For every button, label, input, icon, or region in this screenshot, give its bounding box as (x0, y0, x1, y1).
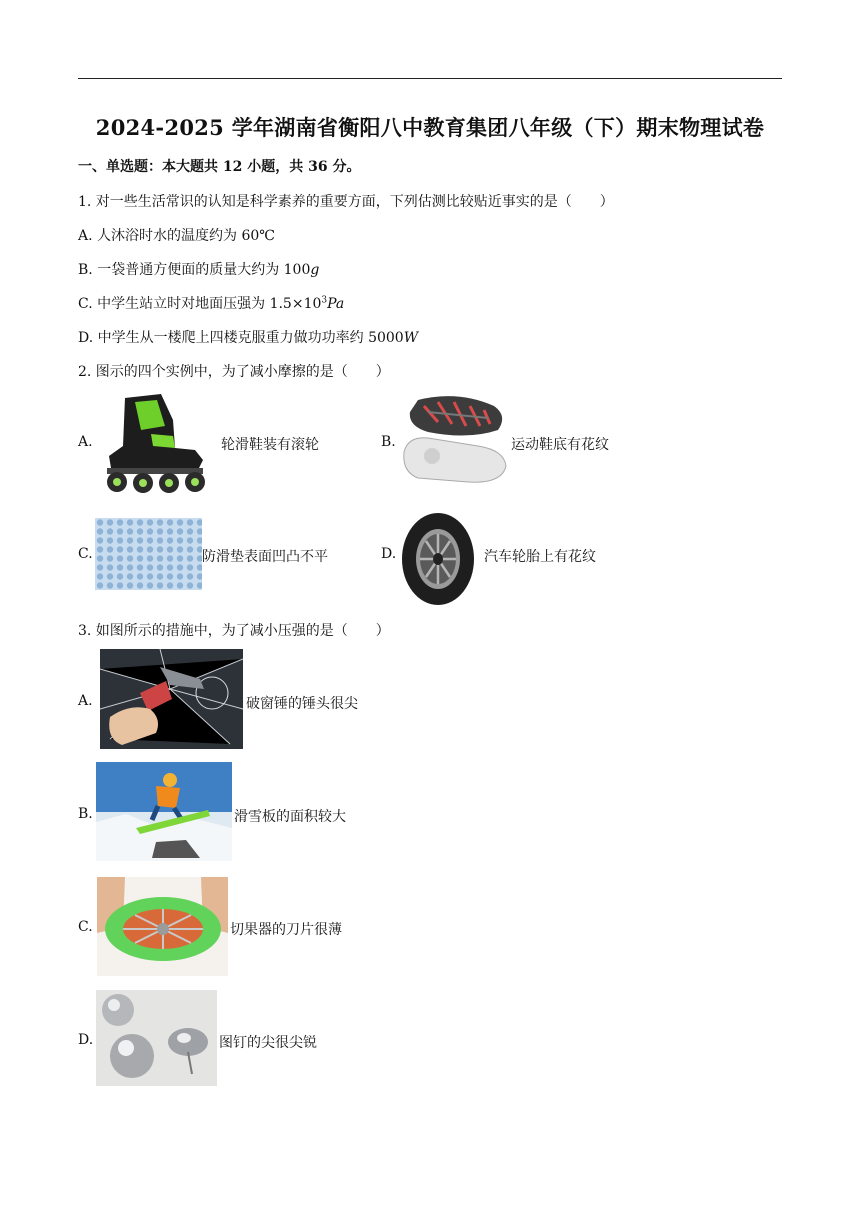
q2-option-a-letter: A. (78, 434, 93, 450)
q3-option-d-letter: D. (78, 1032, 94, 1048)
page-title: 2024-2025 学年湖南省衡阳八中教育集团八年级（下）期末物理试卷 (95, 115, 765, 140)
q3-option-d-text: 图钉的尖很尖锐 (219, 1035, 317, 1051)
q3-option-a-letter: A. (78, 693, 93, 709)
option-letter: C. (78, 296, 93, 312)
q3-stem: 3. 如图所示的措施中，为了减小压强的是（ ） (78, 623, 390, 639)
section-heading: 一、单选题：本大题共 12 小题，共 36 分。 (78, 159, 361, 175)
option-letter: A. (78, 228, 93, 244)
q2-option-c-letter: C. (78, 546, 93, 562)
header-rule (78, 78, 782, 79)
option-letter: D. (78, 330, 94, 346)
option-text: 中学生站立时对地面压强为 1.5×10 (97, 296, 322, 312)
q1-stem: 1. 对一些生活常识的认知是科学素养的重要方面，下列估测比较贴近事实的是（ ） (78, 194, 614, 210)
option-text: 人沐浴时水的温度约为 60℃ (97, 228, 275, 244)
option-letter: B. (78, 262, 93, 278)
q2-option-d-text: 汽车轮胎上有花纹 (484, 549, 596, 565)
q2-option-b-letter: B. (381, 434, 396, 450)
q3-option-b-letter: B. (78, 806, 93, 822)
q1-option-c (78, 293, 344, 313)
q1-option-d (78, 327, 418, 347)
q2-option-c-text: 防滑垫表面凹凸不平 (202, 549, 328, 565)
unit: W (403, 330, 419, 346)
q2-stem: 2. 图示的四个实例中，为了减小摩擦的是（ ） (78, 364, 390, 380)
snowboarder-image (96, 762, 232, 861)
thumbtacks-image (96, 990, 217, 1086)
option-text: 一袋普通方便面的质量大约为 100 (97, 262, 311, 278)
unit: Pa (327, 296, 345, 312)
q2-option-a-text: 轮滑鞋装有滚轮 (221, 437, 319, 453)
q2-option-d-letter: D. (381, 546, 397, 562)
anti-slip-mat-image (95, 518, 202, 590)
q1-option-a (78, 225, 275, 245)
exponent: 3 (321, 295, 328, 306)
safety-hammer-image (100, 649, 243, 749)
unit: g (310, 262, 320, 278)
fruit-cutter-image (97, 877, 228, 976)
q3-option-c-text: 切果器的刀片很薄 (230, 922, 342, 938)
q2-option-b-text: 运动鞋底有花纹 (511, 437, 609, 453)
car-tire-image (398, 511, 482, 607)
q3-option-c-letter: C. (78, 919, 93, 935)
q1-option-b (78, 259, 319, 279)
inline-skate-image (95, 390, 221, 494)
q3-option-b-text: 滑雪板的面积较大 (234, 809, 346, 825)
shoe-sole-image (398, 392, 510, 488)
q3-option-a-text: 破窗锤的锤头很尖 (246, 696, 358, 712)
option-text: 中学生从一楼爬上四楼克服重力做功功率约 5000 (97, 330, 404, 346)
